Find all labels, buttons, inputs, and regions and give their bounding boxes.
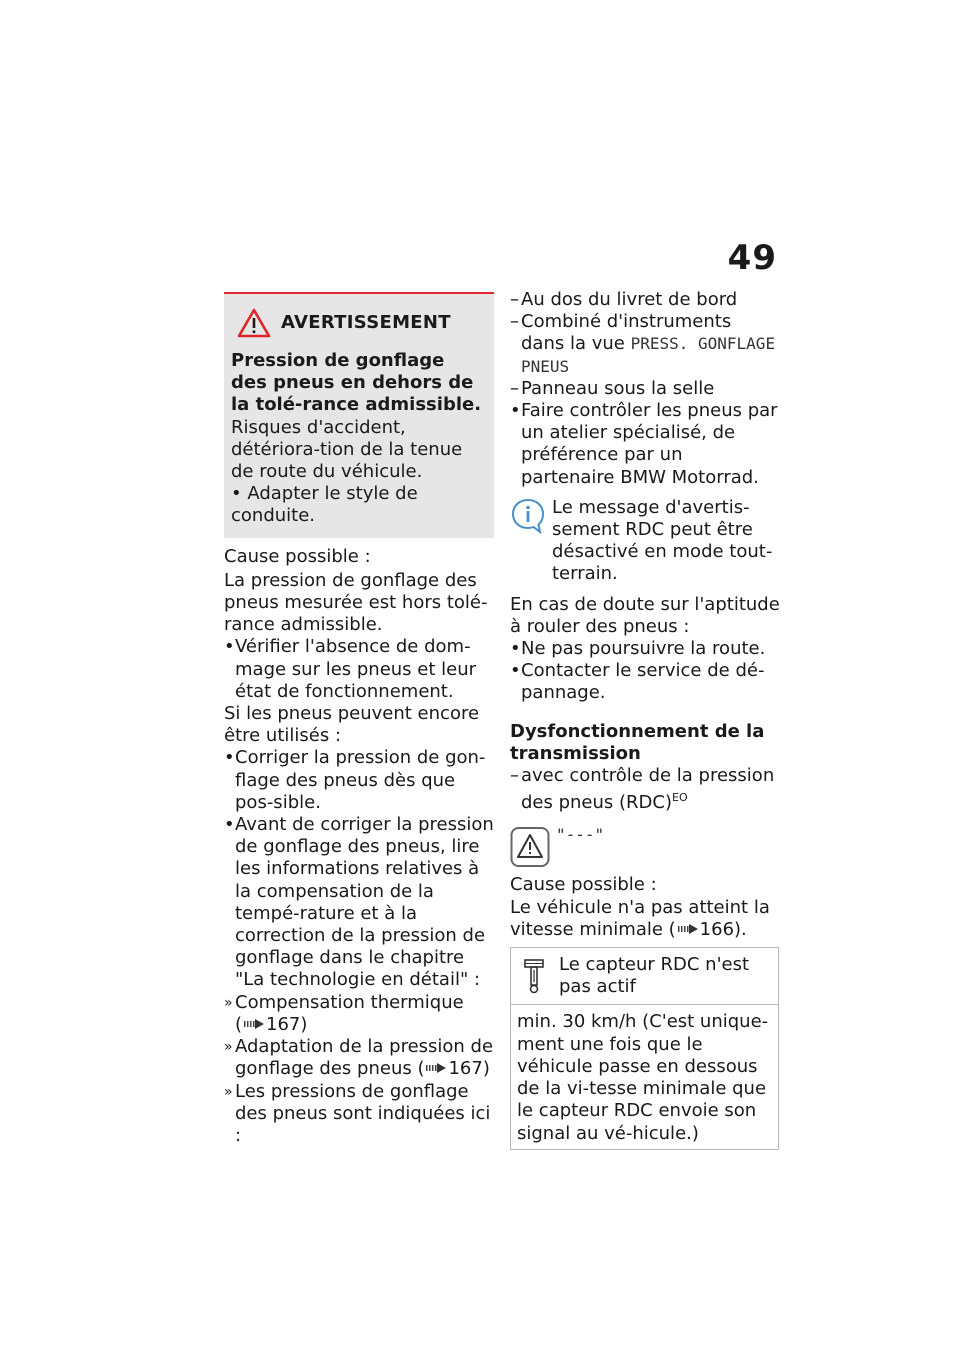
correct-list: [224, 747, 494, 1147]
info-icon: [510, 497, 546, 535]
reference-text: Compensation thermique: [235, 991, 464, 1013]
cause-text: La pression de gonflage des pneus mesurée est hors tolé-rance admissible.: [224, 569, 488, 636]
left-column: [224, 292, 494, 1147]
cause-label: Cause possible :: [510, 874, 657, 896]
warning-box: [224, 292, 494, 538]
warning-indicator-icon: [510, 826, 550, 868]
cause-text: [510, 897, 780, 941]
warning-action: • Adapter le style de conduite.: [231, 483, 418, 527]
warning-title: AVERTISSEMENT: [281, 311, 451, 333]
right-column: [510, 289, 780, 1150]
if-usable-text: Si les pneus peuvent encore être utilisés :: [224, 703, 480, 747]
warning-header: [231, 308, 486, 338]
list-item: – Panneau sous la selle: [510, 378, 780, 400]
warning-bold-text: Pression de gonflage des pneus en dehors de la tolé-rance admissible.: [231, 350, 482, 416]
doubt-list: [510, 638, 780, 705]
info-note: [510, 497, 780, 586]
display-value: "---": [556, 825, 605, 845]
list-item-text: avec contrôle de la pression des pneus (RDC): [521, 765, 775, 814]
page-number: 49: [727, 238, 777, 278]
list-item: [510, 311, 780, 378]
list-item: • Faire contrôler les pneus par un atelier spécialisé, de préférence par un partenaire BMW Motorrad.: [510, 400, 780, 489]
reference-page[interactable]: 166).: [699, 918, 747, 940]
list-item: • Avant de corriger la pression de gonflage des pneus, lire les informations relatives à la compensation de la tempé-rature et à la correction de la pression de gonflage dans le chapitre "La technologie en détail" :: [224, 814, 494, 992]
equipment-code: EO: [672, 791, 688, 805]
table-row: [511, 948, 778, 1005]
rdc-table: [510, 947, 779, 1150]
display-text: PRESS. GONFLAGE PNEUS: [521, 334, 776, 376]
list-item: • Vérifier l'absence de dom-mage sur les pneus et leur état de fonctionnement.: [224, 636, 494, 703]
table-cell: Le capteur RDC n'est pas actif: [559, 954, 750, 998]
display-warning-row: [510, 826, 780, 868]
list-item-text: Combiné d'instruments dans la vue: [521, 311, 732, 355]
list-item: [510, 765, 780, 814]
warning-triangle-icon: [237, 308, 271, 338]
reference-item: [224, 1036, 494, 1080]
reference-item: [224, 992, 494, 1036]
rdc-list: [510, 765, 780, 814]
list-item: – Au dos du livret de bord: [510, 289, 780, 311]
list-item: • Contacter le service de dé-pannage.: [510, 660, 780, 704]
cause-text-body: Le véhicule n'a pas atteint la vitesse minimale (: [510, 896, 770, 940]
location-list: [510, 289, 780, 489]
reference-page[interactable]: 167): [266, 1013, 308, 1035]
page-reference-arrow-icon: [425, 1061, 447, 1075]
reference-item: » Les pressions de gonflage des pneus sont indiquées ici :: [224, 1081, 494, 1148]
reference-text: Adaptation de la pression de gonflage des pneus (: [235, 1036, 494, 1080]
doubt-text: En cas de doute sur l'aptitude à rouler des pneus :: [510, 593, 780, 637]
cause-label: Cause possible :: [224, 545, 371, 567]
page-reference-arrow-icon: [243, 1017, 265, 1031]
section-heading: Dysfonctionnement de la transmission: [510, 720, 765, 764]
reference-open: (: [235, 1013, 243, 1035]
tire-pressure-sensor-icon: [523, 958, 545, 994]
page-reference-arrow-icon: [677, 922, 699, 936]
list-item: • Ne pas poursuivre la route.: [510, 638, 780, 660]
warning-body-text: Risques d'accident, détériora-tion de la tenue de route du véhicule.: [231, 416, 463, 483]
table-row: min. 30 km/h (C'est unique-ment une fois que le véhicule passe en dessous de la vi-tesse minimale que le capteur RDC envoie son signal au vé-hicule.): [517, 1011, 769, 1144]
reference-page[interactable]: 167): [448, 1058, 490, 1080]
info-text: Le message d'avertis-sement RDC peut être désactivé en mode tout-terrain.: [552, 496, 773, 585]
list-item: • Corriger la pression de gon-flage des pneus dès que pos-sible.: [224, 747, 494, 814]
check-list: [224, 636, 494, 703]
